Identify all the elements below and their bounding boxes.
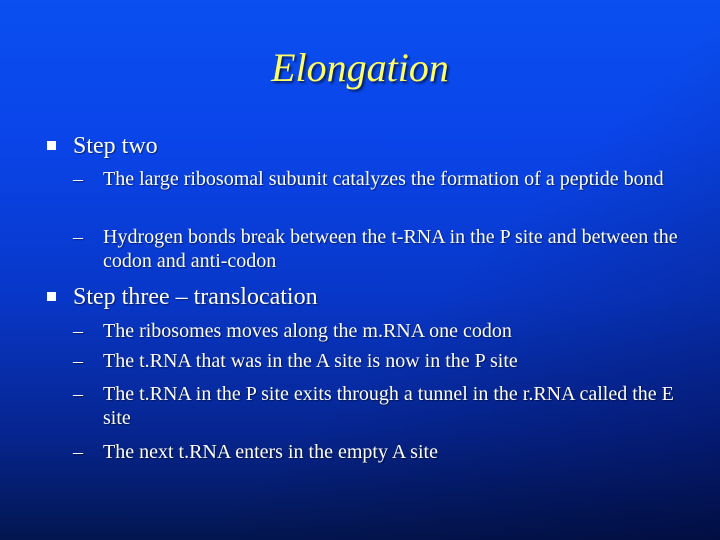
bullet-text: Step two [73, 133, 158, 159]
bullet-step-three [47, 282, 318, 312]
bullet-step-two [47, 131, 158, 161]
sub-bullet-text: The large ribosomal subunit catalyzes the formation of a peptide bond [103, 168, 664, 190]
sub-bullet [73, 225, 683, 273]
sub-bullet [73, 349, 683, 373]
sub-bullet-text: The next t.RNA enters in the empty A site [103, 441, 438, 463]
sub-bullet [73, 319, 683, 343]
sub-bullet [73, 382, 683, 430]
bullet-text: Step three – translocation [73, 284, 318, 310]
square-bullet-icon [47, 292, 56, 301]
square-bullet-icon [47, 141, 56, 150]
sub-bullet-text: Hydrogen bonds break between the t-RNA in the P site and between the codon and anti-codon [103, 226, 678, 272]
dash-marker: – [73, 168, 83, 190]
dash-marker: – [73, 320, 83, 342]
sub-bullet [73, 440, 683, 464]
sub-bullet [73, 167, 683, 191]
dash-marker: – [73, 441, 83, 463]
sub-bullet-text: The ribosomes moves along the m.RNA one codon [103, 320, 512, 342]
dash-marker: – [73, 226, 83, 248]
dash-marker: – [73, 383, 83, 405]
dash-marker: – [73, 350, 83, 372]
sub-bullet-text: The t.RNA in the P site exits through a tunnel in the r.RNA called the E site [103, 383, 674, 429]
sub-bullet-text: The t.RNA that was in the A site is now in the P site [103, 350, 518, 372]
slide-title: Elongation [271, 45, 449, 90]
